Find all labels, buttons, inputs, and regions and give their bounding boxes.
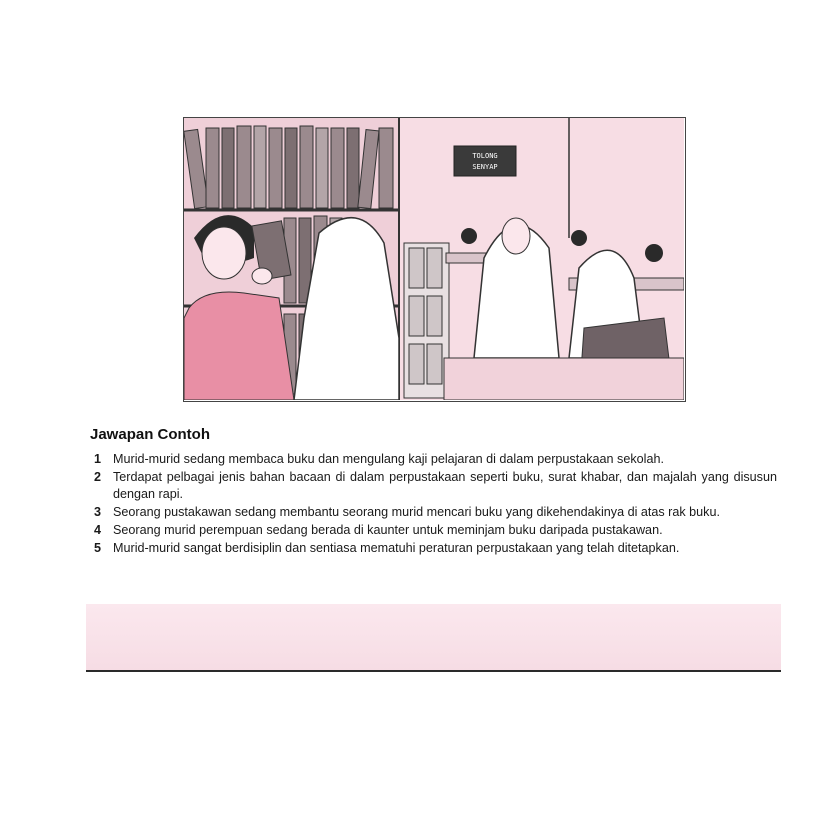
item-text: Murid-murid sedang membaca buku dan mengulang kaji pelajaran di dalam perpustakaan sekolah. (113, 452, 664, 466)
list-item (86, 504, 781, 521)
item-number: 2 (94, 470, 102, 484)
library-scene-drawing (184, 118, 684, 400)
item-number: 4 (94, 523, 102, 537)
list-item (86, 469, 781, 503)
answer-box (86, 418, 781, 672)
item-number: 3 (94, 505, 102, 519)
list-item (86, 451, 781, 468)
answer-heading: Jawapan Contoh (90, 426, 211, 443)
item-number: 5 (94, 541, 102, 555)
sign-text-1: TOLONG (472, 152, 498, 160)
item-text: Terdapat pelbagai jenis bahan bacaan di dalam perpustakaan seperti buku, surat khabar, dan majalah yang disusun dengan rapi. (113, 470, 777, 501)
list-item (86, 540, 781, 557)
item-text: Murid-murid sangat berdisiplin dan sentiasa mematuhi peraturan perpustakaan yang telah ditetapkan. (113, 541, 680, 555)
item-number: 1 (94, 452, 102, 466)
library-illustration (183, 117, 686, 402)
bottom-rule (86, 670, 781, 672)
highlight-band (86, 604, 781, 672)
list-item (86, 522, 781, 539)
item-text: Seorang murid perempuan sedang berada di kaunter untuk meminjam buku daripada pustakawan. (113, 523, 663, 537)
item-text: Seorang pustakawan sedang membantu seorang murid mencari buku yang dikehendakinya di atas rak buku. (113, 505, 720, 519)
sign-text-2: SENYAP (472, 163, 498, 171)
answer-list (86, 451, 781, 558)
